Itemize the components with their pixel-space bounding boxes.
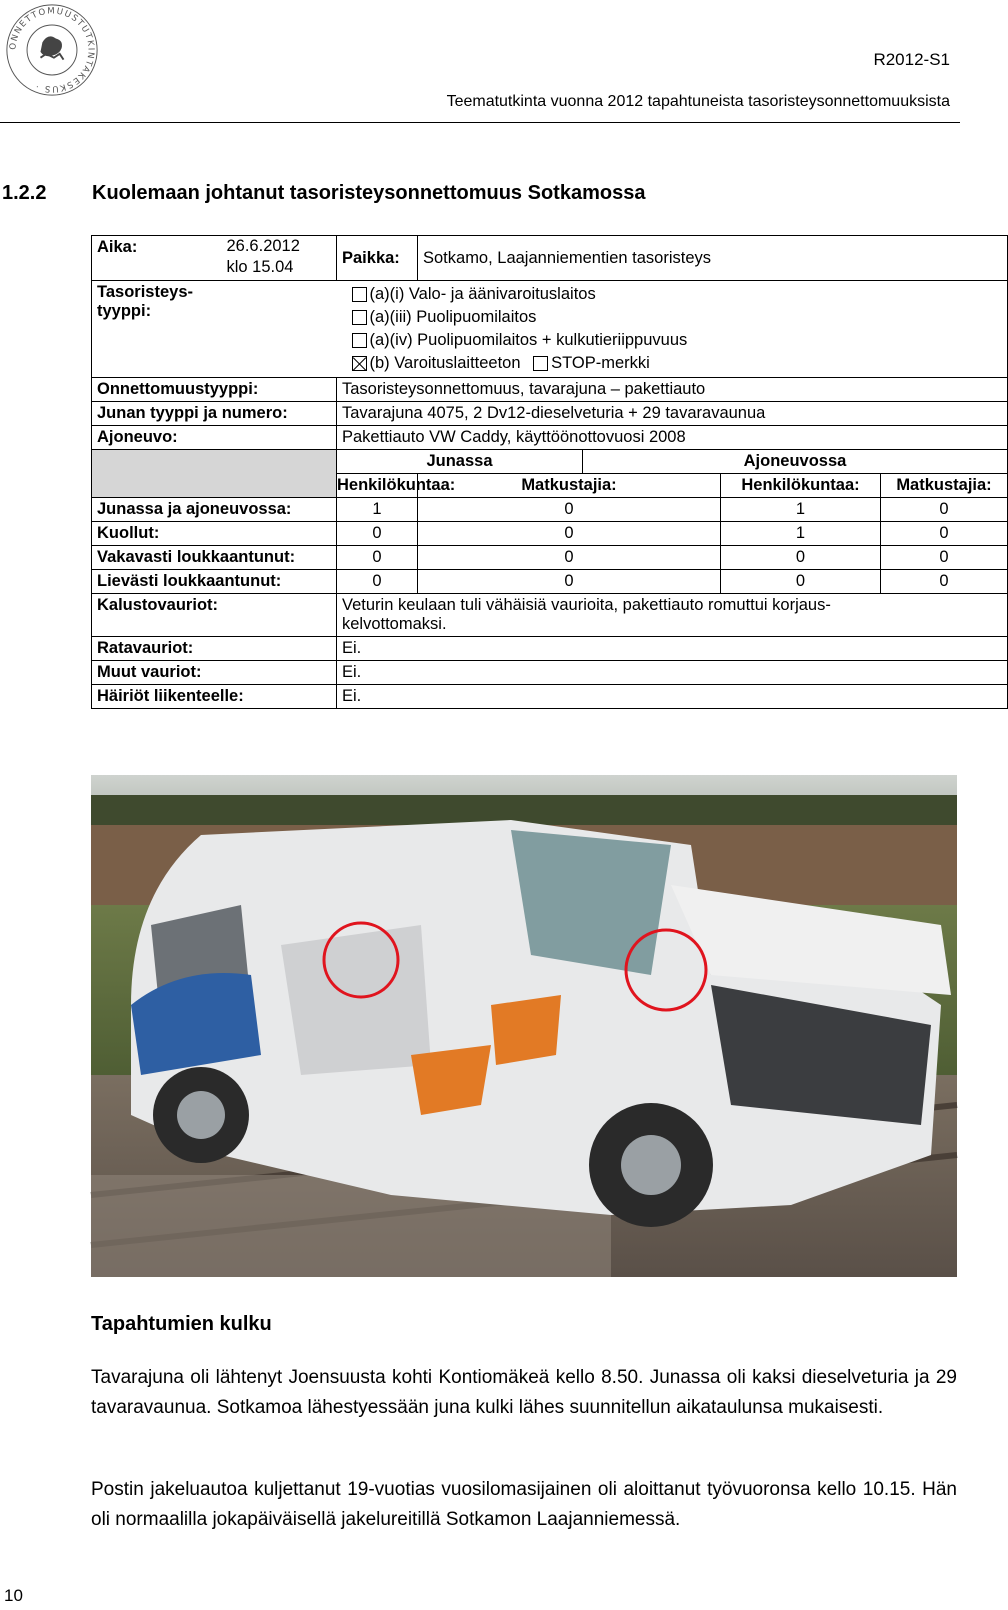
group-ajoneuvossa: Ajoneuvossa [583,450,1008,474]
people-value: 1 [721,522,881,546]
option-a-iv: (a)(iv) Puolipuomilaitos + kulkutieriippuvuus [352,329,1003,352]
sub-matkustajia-ajoneuvossa: Matkustajia: [881,474,1008,498]
row-hairiot [92,685,1008,709]
aika-date: 26.6.2012 [226,237,300,255]
people-value: 0 [337,546,418,570]
aika-label: Aika: [92,236,222,281]
people-value: 0 [881,498,1008,522]
people-value: 0 [418,570,721,594]
rata-value: Ei. [337,637,1008,661]
kalusto-value: Veturin keulaan tuli vähäisiä vaurioita, pakettiauto romuttui korjaus- kelvottomaksi. [337,594,1008,637]
row-muut [92,661,1008,685]
checkbox-unchecked-icon [352,333,367,348]
row-rata [92,637,1008,661]
people-value: 0 [418,498,721,522]
people-value: 0 [881,522,1008,546]
row-onnettomuustyyppi [92,378,1008,402]
people-row-label: Junassa ja ajoneuvossa: [92,498,337,522]
muut-label: Muut vauriot: [92,661,337,685]
people-value: 0 [337,522,418,546]
juna-label: Junan tyyppi ja numero: [92,402,337,426]
checkbox-unchecked-icon [533,356,548,371]
row-group-header [92,450,1008,474]
row-ajoneuvo [92,426,1008,450]
kalusto-label: Kalustovauriot: [92,594,337,637]
paragraph-2: Postin jakeluautoa kuljettanut 19-vuotias vuosilomasijainen oli aloittanut työvuoronsa kello 10.15. Hän oli normaalilla jokapäiväisellä jakelureitillä Sotkamon Laajanniemessä. [91,1479,957,1530]
sub-matkustajia-junassa: Matkustajia: [418,474,721,498]
accident-info-table [91,235,1008,709]
option-a-iii: (a)(iii) Puolipuomilaitos [352,306,1003,329]
checkbox-unchecked-icon [352,310,367,325]
page-number: 10 [4,1586,23,1605]
people-value: 1 [721,498,881,522]
row-lievasti [92,570,1008,594]
muut-value: Ei. [337,661,1008,685]
aika-time: klo 15.04 [226,258,294,276]
hairiot-label: Häiriöt liikenteelle: [92,685,337,709]
row-aika [92,236,1008,281]
checkbox-unchecked-icon [352,287,367,302]
svg-text:ONNETTOMUUSTUTKINTAKESKUS ·: ONNETTOMUUSTUTKINTAKESKUS · [8,6,96,94]
row-people-total [92,498,1008,522]
onnettomuustyyppi-label: Onnettomuustyyppi: [92,378,337,402]
header-divider [0,122,960,123]
group-junassa: Junassa [337,450,583,474]
section-title: Kuolemaan johtanut tasoristeysonnettomuus Sotkamossa [92,182,646,204]
people-value: 0 [721,546,881,570]
tyyppi-options [222,281,1008,378]
people-value: 0 [418,522,721,546]
people-value: 0 [881,570,1008,594]
option-b: (b) Varoituslaitteeton STOP-merkki [352,352,1003,375]
people-value: 1 [337,498,418,522]
people-value: 0 [881,546,1008,570]
checkbox-checked-icon [352,356,367,371]
row-kalusto [92,594,1008,637]
paikka-label: Paikka: [337,236,418,281]
sub-henkilokunta-ajoneuvossa: Henkilökuntaa: [721,474,881,498]
tyyppi-label: Tasoristeys- tyyppi: [92,281,222,378]
tapahtumien-kulku-heading: Tapahtumien kulku [91,1313,272,1335]
section-heading [2,182,645,205]
people-row-label: Vakavasti loukkaantunut: [92,546,337,570]
row-juna [92,402,1008,426]
ajoneuvo-value: Pakettiauto VW Caddy, käyttöönottovuosi 2008 [337,426,1008,450]
section-number: 1.2.2 [2,182,47,204]
row-vakavasti [92,546,1008,570]
hairiot-value: Ei. [337,685,1008,709]
paikka-value: Sotkamo, Laajanniementien tasoristeys [418,236,1008,281]
agency-seal-logo-icon [4,2,100,98]
row-kuollut [92,522,1008,546]
people-row-label: Kuollut: [92,522,337,546]
sub-henkilokunta-junassa: Henkilökuntaa: [337,474,418,498]
juna-value: Tavarajuna 4075, 2 Dv12-dieselveturia + 29 tavaravaunua [337,402,1008,426]
option-a-i: (a)(i) Valo- ja äänivaroituslaitos [352,283,1003,306]
ajoneuvo-label: Ajoneuvo: [92,426,337,450]
paragraph-1: Tavarajuna oli lähtenyt Joensuusta kohti Kontiomäkeä kello 8.50. Junassa oli kaksi dieselveturia ja 29 tavaravaunua. Sotkamoa lähestyessään juna kulki lähes suunnitellun aikataulunsa mukaisesti. [91,1367,957,1418]
grey-blank-cell [92,450,337,498]
document-id: R2012-S1 [873,50,950,69]
aika-value [222,236,337,281]
people-row-label: Lievästi loukkaantunut: [92,570,337,594]
people-value: 0 [418,546,721,570]
people-value: 0 [721,570,881,594]
document-subtitle: Teematutkinta vuonna 2012 tapahtuneista tasoristeysonnettomuuksista [446,93,950,110]
wrecked-van-photo-icon [91,775,957,1277]
row-tyyppi [92,281,1008,378]
onnettomuustyyppi-value: Tasoristeysonnettomuus, tavarajuna – pakettiauto [337,378,1008,402]
rata-label: Ratavauriot: [92,637,337,661]
people-value: 0 [337,570,418,594]
